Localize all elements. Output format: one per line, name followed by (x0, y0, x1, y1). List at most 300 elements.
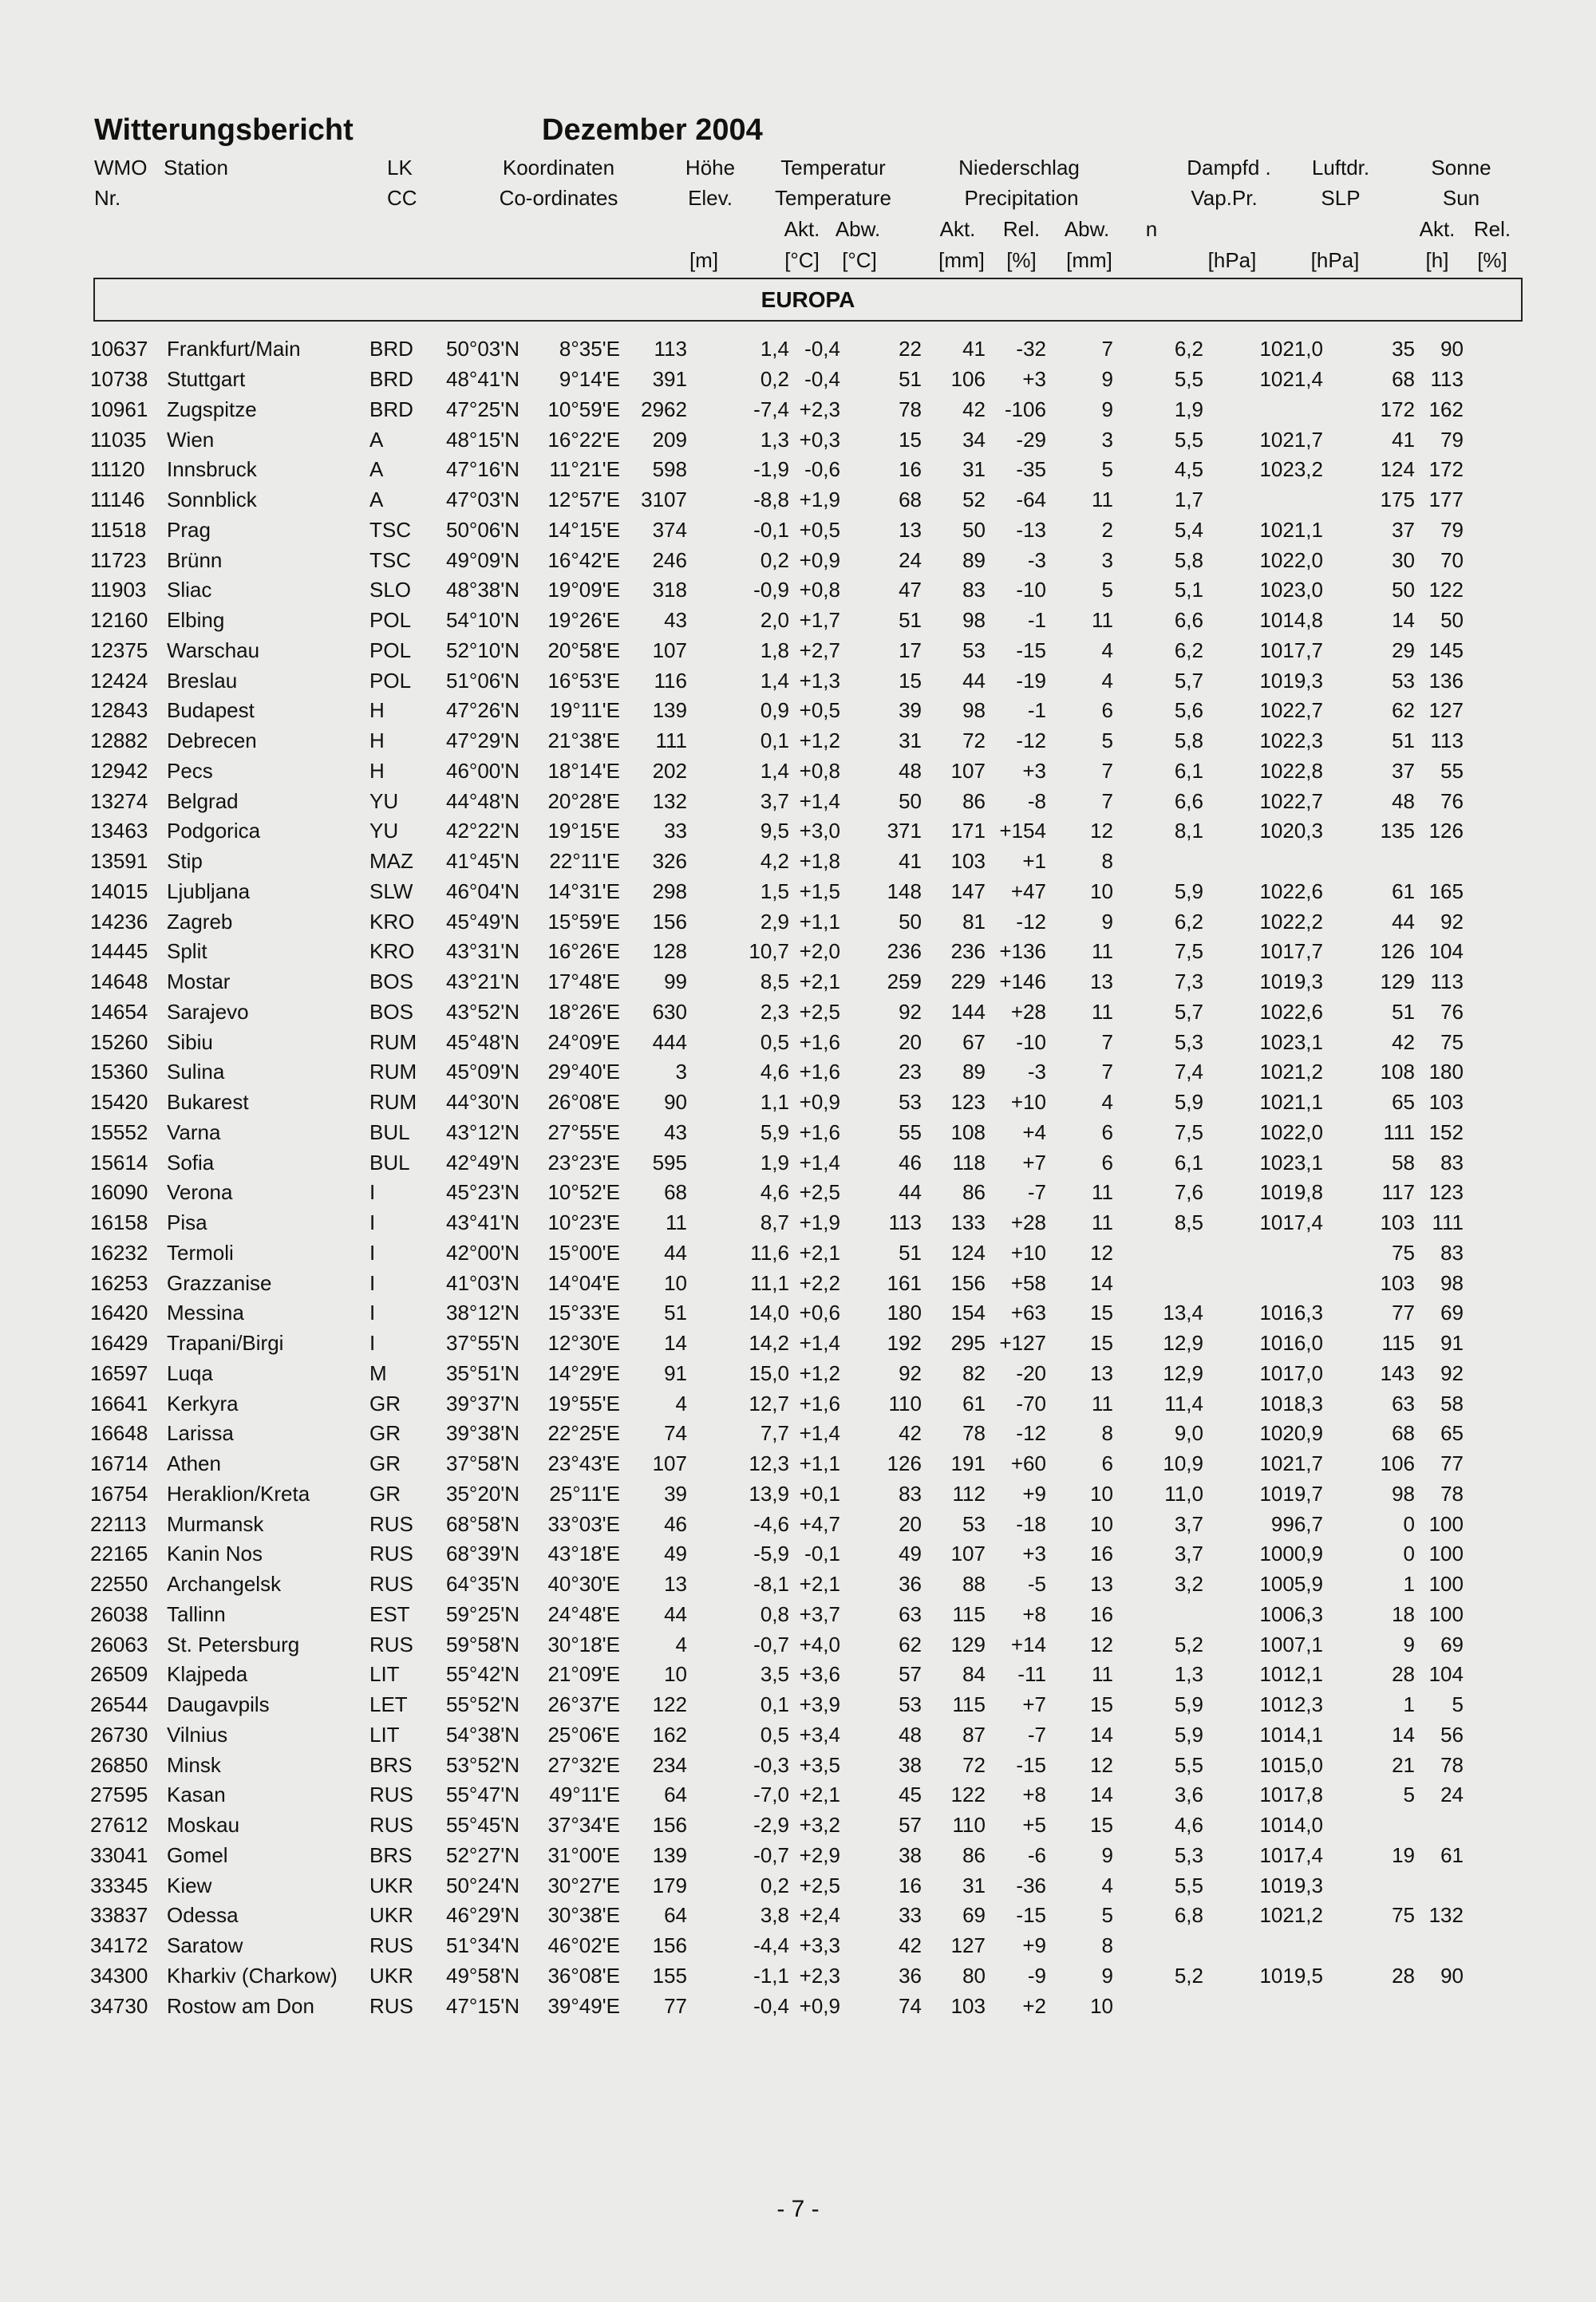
precip-deviation: +127 (999, 1331, 1046, 1356)
wmo-nr: 12882 (90, 729, 148, 753)
temp-deviation: +0,1 (799, 1481, 840, 1506)
precip-relative: 86 (962, 788, 986, 813)
precip-days: 11 (1091, 999, 1113, 1024)
country-code: RUS (369, 1933, 413, 1958)
temp-actual: 0,9 (760, 698, 789, 723)
sunshine-relative: 90 (1440, 337, 1464, 361)
precip-deviation: -19 (1016, 668, 1046, 693)
vapour-pressure: 7,3 (1174, 969, 1203, 994)
latitude: 39°38'N (446, 1421, 519, 1446)
vapour-pressure: 5,9 (1174, 1692, 1203, 1717)
table-row (90, 1841, 1464, 1871)
elevation: 10 (664, 1662, 687, 1687)
sunshine-hours: 0 (1403, 1542, 1415, 1566)
sunshine-hours: 9 (1403, 1632, 1415, 1656)
precip-actual: 41 (899, 849, 922, 874)
sunshine-hours (1323, 847, 1415, 877)
precip-actual: 44 (899, 1180, 922, 1205)
precip-deviation: -18 (1016, 1511, 1046, 1536)
header-sonne: Sonne (1431, 156, 1491, 180)
longitude: 19°09'E (547, 578, 620, 602)
country-code: POL (369, 668, 412, 693)
station-name: Moskau (167, 1813, 240, 1838)
sea-level-pressure: 1020,9 (1259, 1421, 1323, 1446)
header-lk: LK (387, 156, 413, 180)
precip-actual: 16 (899, 1873, 922, 1897)
precip-days: 15 (1090, 1301, 1113, 1325)
vapour-pressure: 5,7 (1174, 999, 1203, 1024)
temp-actual: 1,5 (760, 879, 789, 903)
longitude: 33°03'E (547, 1511, 620, 1536)
table-row (90, 1419, 1464, 1449)
sunshine-relative: 79 (1440, 517, 1464, 542)
sunshine-relative: 127 (1428, 698, 1464, 723)
precip-actual: 148 (887, 879, 922, 903)
elevation: 10 (664, 1270, 687, 1295)
longitude: 29°40'E (547, 1060, 620, 1084)
precip-days: 13 (1090, 969, 1113, 994)
station-name: Stip (167, 849, 203, 874)
sea-level-pressure: 1005,9 (1259, 1572, 1323, 1597)
wmo-nr: 26544 (90, 1692, 148, 1717)
longitude: 16°42'E (547, 547, 620, 572)
temp-actual: -1,1 (753, 1963, 789, 1988)
precip-actual: 16 (899, 457, 922, 482)
precip-deviation: -15 (1016, 1903, 1046, 1928)
station-name: Verona (167, 1180, 233, 1205)
precip-days: 4 (1101, 638, 1113, 662)
report-title: Witterungsbericht (94, 113, 354, 147)
elevation: 234 (652, 1752, 687, 1777)
longitude: 14°15'E (547, 517, 620, 542)
table-row (90, 665, 1464, 696)
sunshine-relative: 113 (1430, 367, 1464, 392)
wmo-nr: 33041 (90, 1842, 148, 1867)
precip-relative: 123 (950, 1090, 986, 1115)
longitude: 15°33'E (547, 1301, 620, 1325)
sunshine-relative: 145 (1428, 638, 1464, 662)
station-name: Minsk (167, 1752, 221, 1777)
station-name: Stuttgart (167, 367, 246, 392)
precip-actual: 45 (899, 1783, 922, 1807)
station-name: Ljubljana (167, 879, 251, 903)
wmo-nr: 14445 (90, 939, 148, 964)
precip-deviation: -7 (1027, 1180, 1046, 1205)
sea-level-pressure: 1007,1 (1259, 1632, 1323, 1656)
table-row (90, 726, 1464, 756)
elevation: 156 (652, 1813, 687, 1838)
precip-deviation: -13 (1016, 517, 1046, 542)
sea-level-pressure: 1022,7 (1259, 698, 1323, 723)
table-row (90, 485, 1464, 515)
latitude: 46°00'N (446, 758, 519, 783)
longitude: 18°26'E (547, 999, 620, 1024)
header-sun-akt: Akt. (1419, 217, 1456, 241)
precip-deviation: +3 (1022, 367, 1046, 392)
sea-level-pressure: 1020,3 (1259, 819, 1323, 843)
country-code: BUL (369, 1119, 410, 1144)
table-row (90, 696, 1464, 726)
precip-days: 4 (1101, 1873, 1113, 1897)
precip-deviation: -8 (1027, 788, 1046, 813)
header-station: Station (164, 156, 228, 180)
longitude: 26°37'E (547, 1692, 620, 1717)
wmo-nr: 16429 (90, 1331, 148, 1356)
precip-relative: 154 (950, 1301, 986, 1325)
sea-level-pressure: 996,7 (1270, 1511, 1323, 1536)
wmo-nr: 13591 (90, 849, 148, 874)
station-table (90, 334, 1464, 2021)
sunshine-hours (1323, 1810, 1415, 1841)
station-name: Sofia (167, 1150, 215, 1175)
latitude: 45°49'N (446, 909, 519, 934)
sunshine-relative: 177 (1428, 488, 1464, 512)
sunshine-hours: 58 (1392, 1150, 1415, 1175)
elevation: 2962 (641, 397, 687, 421)
sunshine-hours: 42 (1392, 1029, 1415, 1054)
wmo-nr: 10961 (90, 397, 148, 421)
country-code: RUS (369, 1511, 413, 1536)
vapour-pressure: 5,8 (1174, 547, 1203, 572)
wmo-nr: 14236 (90, 909, 148, 934)
wmo-nr: 14654 (90, 999, 148, 1024)
table-row (90, 334, 1464, 365)
sunshine-relative: 91 (1440, 1331, 1464, 1356)
temp-actual: -5,9 (753, 1542, 789, 1566)
vapour-pressure: 1,9 (1174, 397, 1203, 421)
precip-relative: 86 (962, 1842, 986, 1867)
latitude: 42°00'N (446, 1240, 519, 1265)
sunshine-relative (1415, 1810, 1464, 1841)
station-name: Klajpeda (167, 1662, 248, 1687)
precip-actual: 49 (899, 1542, 922, 1566)
sea-level-pressure: 1012,3 (1259, 1692, 1323, 1717)
precip-days: 16 (1090, 1542, 1113, 1566)
table-row (90, 515, 1464, 546)
latitude: 48°41'N (446, 367, 519, 392)
country-code: KRO (369, 939, 415, 964)
temp-deviation: +3,4 (799, 1722, 840, 1747)
longitude: 23°43'E (547, 1451, 620, 1476)
wmo-nr: 15552 (90, 1119, 148, 1144)
table-row (90, 967, 1464, 997)
temp-actual: 10,7 (749, 939, 789, 964)
precip-relative: 53 (962, 638, 986, 662)
sea-level-pressure (1203, 1991, 1323, 2021)
precip-days: 6 (1101, 1150, 1113, 1175)
wmo-nr: 34172 (90, 1933, 148, 1958)
latitude: 49°58'N (446, 1963, 519, 1988)
precip-relative: 72 (962, 729, 986, 753)
sea-level-pressure: 1014,1 (1259, 1722, 1323, 1747)
temp-actual: 14,2 (749, 1331, 789, 1356)
elevation: 74 (664, 1421, 687, 1446)
station-name: Sulina (167, 1060, 225, 1084)
sunshine-hours: 51 (1392, 999, 1415, 1024)
sunshine-hours: 98 (1392, 1481, 1415, 1506)
sunshine-hours: 18 (1392, 1601, 1415, 1626)
table-row (90, 1690, 1464, 1720)
station-name: Debrecen (167, 729, 257, 753)
precip-relative: 61 (962, 1391, 986, 1416)
latitude: 41°45'N (446, 849, 519, 874)
wmo-nr: 11903 (90, 578, 147, 602)
temp-actual: 1,9 (760, 1150, 789, 1175)
precip-days: 13 (1090, 1360, 1113, 1385)
elevation: 116 (654, 668, 687, 693)
elevation: 46 (664, 1511, 687, 1536)
precip-days: 11 (1091, 1391, 1113, 1416)
elevation: 91 (664, 1360, 687, 1385)
station-name: Varna (167, 1119, 221, 1144)
sea-level-pressure: 1021,7 (1259, 1451, 1323, 1476)
latitude: 44°48'N (446, 788, 519, 813)
station-name: Wien (167, 427, 215, 452)
sea-level-pressure (1203, 1931, 1323, 1961)
header-sun: Sun (1442, 186, 1480, 210)
precip-relative: 84 (962, 1662, 986, 1687)
sea-level-pressure: 1022,0 (1259, 547, 1323, 572)
temp-actual: 15,0 (749, 1360, 789, 1385)
precip-deviation: +4 (1022, 1119, 1046, 1144)
precip-relative: 87 (962, 1722, 986, 1747)
precip-relative: 31 (962, 1873, 986, 1897)
temp-actual: 0,1 (760, 729, 789, 753)
elevation: 391 (652, 367, 687, 392)
wmo-nr: 33837 (90, 1903, 148, 1928)
sunshine-relative: 77 (1440, 1451, 1464, 1476)
precip-relative: 80 (962, 1963, 986, 1988)
temp-deviation: +2,2 (799, 1270, 840, 1295)
precip-actual: 13 (899, 517, 922, 542)
sunshine-relative: 165 (1428, 879, 1464, 903)
latitude: 37°58'N (446, 1451, 519, 1476)
wmo-nr: 16714 (90, 1451, 148, 1476)
temp-deviation: +0,3 (799, 427, 840, 452)
sea-level-pressure: 1019,3 (1259, 1873, 1323, 1897)
sunshine-hours: 75 (1392, 1903, 1415, 1928)
sunshine-relative: 78 (1440, 1481, 1464, 1506)
temp-actual: 8,7 (760, 1210, 789, 1235)
temp-deviation: +3,6 (799, 1662, 840, 1687)
temp-actual: 3,5 (760, 1662, 789, 1687)
station-name: Kanin Nos (167, 1542, 263, 1566)
sunshine-hours: 61 (1392, 879, 1415, 903)
longitude: 19°55'E (547, 1391, 620, 1416)
country-code: H (369, 729, 385, 753)
temp-actual: 0,2 (760, 367, 789, 392)
precip-days: 9 (1101, 909, 1113, 934)
sea-level-pressure: 1022,6 (1259, 879, 1323, 903)
temp-deviation: +4,0 (799, 1632, 840, 1656)
longitude: 30°18'E (547, 1632, 620, 1656)
sunshine-relative: 103 (1428, 1090, 1464, 1115)
table-row (90, 1118, 1464, 1148)
sunshine-relative: 61 (1440, 1842, 1464, 1867)
precip-relative: 41 (962, 337, 986, 361)
sea-level-pressure: 1019,5 (1259, 1963, 1323, 1988)
precip-actual: 110 (888, 1391, 922, 1416)
country-code: H (369, 698, 385, 723)
country-code: BOS (369, 969, 413, 994)
table-row (90, 395, 1464, 425)
longitude: 46°02'E (547, 1933, 620, 1958)
longitude: 40°30'E (547, 1572, 620, 1597)
sunshine-relative: 70 (1440, 547, 1464, 572)
wmo-nr: 26509 (90, 1662, 148, 1687)
precip-actual: 236 (887, 939, 922, 964)
latitude: 47°29'N (446, 729, 519, 753)
longitude: 26°08'E (547, 1090, 620, 1115)
station-name: Sonnblick (167, 488, 257, 512)
longitude: 39°49'E (547, 1993, 620, 2018)
station-rows (90, 334, 1464, 2021)
longitude: 20°58'E (547, 638, 620, 662)
country-code: UKR (369, 1873, 413, 1897)
latitude: 49°09'N (446, 547, 519, 572)
station-name: Athen (167, 1451, 221, 1476)
longitude: 18°14'E (547, 758, 620, 783)
precip-relative: 103 (950, 849, 986, 874)
country-code: EST (369, 1601, 410, 1626)
sunshine-relative: 92 (1440, 909, 1464, 934)
table-row (90, 877, 1464, 907)
sunshine-hours (1323, 1991, 1415, 2021)
vapour-pressure: 1,7 (1174, 488, 1203, 512)
latitude: 59°58'N (446, 1632, 519, 1656)
country-code: SLO (369, 578, 412, 602)
precip-days: 15 (1090, 1331, 1113, 1356)
table-row (90, 1629, 1464, 1660)
country-code: BRS (369, 1842, 413, 1867)
temp-deviation: +3,5 (799, 1752, 840, 1777)
precip-relative: 81 (962, 909, 986, 934)
latitude: 45°23'N (446, 1180, 519, 1205)
precip-days: 7 (1101, 758, 1113, 783)
precip-deviation: -11 (1017, 1662, 1046, 1687)
sea-level-pressure: 1021,2 (1259, 1903, 1323, 1928)
vapour-pressure: 8,5 (1174, 1210, 1203, 1235)
table-row (90, 1388, 1464, 1419)
header-precip-akt: Akt. (939, 217, 976, 241)
temp-actual: 2,9 (760, 909, 789, 934)
longitude: 16°26'E (547, 939, 620, 964)
elevation: 113 (654, 337, 687, 361)
sea-level-pressure: 1017,0 (1259, 1360, 1323, 1385)
precip-deviation: -15 (1016, 638, 1046, 662)
latitude: 38°12'N (446, 1301, 519, 1325)
precip-days: 10 (1090, 1993, 1113, 2018)
longitude: 21°09'E (547, 1662, 620, 1687)
sea-level-pressure: 1015,0 (1259, 1752, 1323, 1777)
vapour-pressure: 9,0 (1174, 1421, 1203, 1446)
sunshine-hours (1323, 1931, 1415, 1961)
country-code: I (369, 1180, 376, 1205)
elevation: 595 (652, 1150, 687, 1175)
table-row (90, 1780, 1464, 1810)
vapour-pressure: 5,2 (1174, 1963, 1203, 1988)
sea-level-pressure: 1019,3 (1259, 668, 1323, 693)
elevation: 107 (652, 638, 687, 662)
table-row (90, 1720, 1464, 1751)
sunshine-hours: 28 (1392, 1662, 1415, 1687)
sunshine-hours: 135 (1380, 819, 1415, 843)
station-name: Sliac (167, 578, 212, 602)
sunshine-hours: 14 (1392, 1722, 1415, 1747)
longitude: 36°08'E (547, 1963, 620, 1988)
precip-relative: 229 (950, 969, 986, 994)
longitude: 19°11'E (549, 698, 620, 723)
station-name: Archangelsk (167, 1572, 282, 1597)
sunshine-relative: 76 (1440, 999, 1464, 1024)
precip-days: 4 (1101, 1090, 1113, 1115)
sunshine-hours: 117 (1381, 1180, 1415, 1205)
precip-actual: 78 (899, 397, 922, 421)
sunshine-hours: 108 (1380, 1060, 1415, 1084)
temp-deviation: +2,9 (799, 1842, 840, 1867)
precip-actual: 55 (899, 1119, 922, 1144)
precip-actual: 126 (887, 1451, 922, 1476)
precip-relative: 103 (950, 1993, 986, 2018)
page-number: - 7 - (776, 2196, 820, 2222)
temp-actual: 8,5 (760, 969, 789, 994)
precip-deviation: +2 (1022, 1993, 1046, 2018)
wmo-nr: 26063 (90, 1632, 148, 1656)
latitude: 55°47'N (446, 1783, 519, 1807)
vapour-pressure (1113, 847, 1203, 877)
precip-deviation: -3 (1027, 1060, 1046, 1084)
longitude: 49°11'E (549, 1783, 620, 1807)
table-row (90, 937, 1464, 967)
country-code: MAZ (369, 849, 413, 874)
latitude: 45°09'N (446, 1060, 519, 1084)
precip-relative: 295 (950, 1331, 986, 1356)
temp-deviation: +2,5 (799, 1873, 840, 1897)
precip-deviation: +5 (1022, 1813, 1046, 1838)
longitude: 12°57'E (547, 488, 620, 512)
header-unit-precip-abw: [mm] (1066, 248, 1112, 272)
precip-actual: 36 (899, 1963, 922, 1988)
precip-actual: 51 (899, 1240, 922, 1265)
longitude: 14°31'E (547, 879, 620, 903)
temp-actual: -0,7 (753, 1842, 789, 1867)
vapour-pressure: 11,4 (1164, 1391, 1203, 1416)
precip-actual: 24 (899, 547, 922, 572)
sunshine-hours: 30 (1392, 547, 1415, 572)
sunshine-relative (1415, 1870, 1464, 1901)
country-code: A (369, 488, 384, 512)
longitude: 10°52'E (547, 1180, 620, 1205)
latitude: 42°49'N (446, 1150, 519, 1175)
precip-deviation: -6 (1027, 1842, 1046, 1867)
country-code: BRD (369, 397, 413, 421)
sea-level-pressure: 1023,1 (1259, 1029, 1323, 1054)
header-unit-slp: [hPa] (1310, 248, 1360, 272)
precip-relative: 31 (962, 457, 986, 482)
latitude: 59°25'N (446, 1601, 519, 1626)
precip-relative: 82 (962, 1360, 986, 1385)
precip-relative: 106 (950, 367, 986, 392)
longitude: 19°26'E (547, 608, 620, 633)
table-row (90, 1991, 1464, 2021)
precip-actual: 15 (899, 427, 922, 452)
vapour-pressure: 12,9 (1163, 1360, 1203, 1385)
sea-level-pressure: 1000,9 (1259, 1542, 1323, 1566)
precip-relative: 98 (962, 608, 986, 633)
sunshine-relative: 113 (1430, 969, 1464, 994)
vapour-pressure: 5,6 (1174, 698, 1203, 723)
station-name: Mostar (167, 969, 231, 994)
